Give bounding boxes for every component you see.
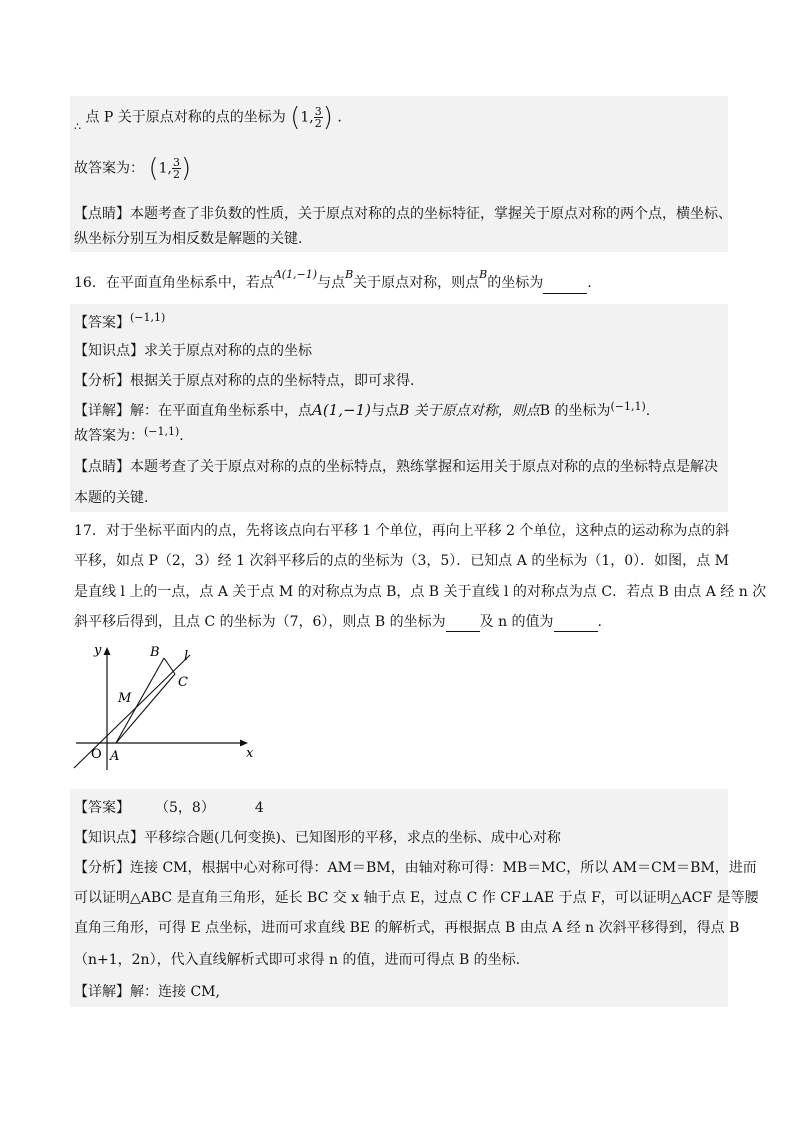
therefore-symbol: ∴: [74, 119, 81, 133]
block15-comment-line2: 纵坐标分别互为相反数是解题的关键.: [74, 231, 303, 247]
segment-bc: [164, 658, 175, 674]
q16-point-a: A(1,−1): [273, 268, 318, 281]
fraction-3-2: $\frac{3}{2}$: [314, 105, 322, 130]
q17-answer-1: （5，8）: [162, 800, 215, 816]
q17-answer-2: 4: [254, 800, 264, 816]
label-l: l: [184, 649, 189, 664]
q16-comment-line2: 本题的关键.: [74, 490, 149, 506]
q17-line1: 17．对于坐标平面内的点，先将该点向右平移 1 个单位，再向上平移 2 个单位，这种点的运动称为点的斜: [74, 523, 730, 539]
q17-analysis-4: （n+1，2n），代入直线解析式即可求得 n 的值，进而可得点 B 的坐标.: [74, 952, 521, 968]
q17-line4: 斜平移后得到，且点 C 的坐标为（7，6），则点 B 的坐标为 及 n 的值为 .: [74, 614, 602, 630]
label-m: M: [118, 691, 132, 706]
block15-line1: $_\therefore$ 点 P 关于原点对称的点的坐标为 (1, $\frac{3}{2}$ ) .: [74, 102, 342, 133]
q16-question: 16．在平面直角坐标系中，若点$^{A(1,-1)}$与点$^B$关于原点对称，则点$^B$的坐标为 .: [74, 273, 592, 294]
segment-ac: [116, 674, 175, 743]
q16-detail: 【详解】解：在平面直角坐标系中，点A(1,−1)与点B 关于原点对称，则点B 的坐标为$^{(-1,1)}$.: [74, 400, 651, 419]
label-o: O: [91, 747, 102, 762]
q17-analysis-3: 直角三角形，可得 E 点坐标，进而可求直线 BE 的解析式，再根据点 B 由点 A 经 n 次斜平移得到，得点 B: [74, 920, 740, 936]
q17-analysis-2: 可以证明△ABC 是直角三角形，延长 BC 交 x 轴于点 E，过点 C 作 CF⊥AE 于点 F，可以证明△ACF 是等腰: [74, 890, 759, 906]
q17-blank-n: [554, 617, 598, 632]
label-y: y: [94, 643, 102, 658]
block15-answer-label: 故答案为：: [74, 160, 144, 177]
block15-line2: 故答案为： (1, $\frac{3}{2}$ ): [74, 153, 192, 184]
q17-knowledge-point: 【知识点】平移综合题(几何变换)、已知图形的平移，求点的坐标、成中心对称: [74, 830, 561, 846]
block15-comment-line1: 【点睛】本题考查了非负数的性质，关于原点对称的点的坐标特征，掌握关于原点对称的两个点，横坐标、: [74, 206, 732, 222]
label-a: A: [110, 749, 120, 764]
q16-answer: 【答案】$^{(-1,1)}$: [74, 311, 166, 331]
q17-figure: [66, 640, 266, 780]
block15-frac-whole: 1,: [300, 109, 314, 126]
q16-number: 16．: [74, 275, 106, 291]
q16-comment-line1: 【点睛】本题考查了关于原点对称的点的坐标特点，熟练掌握和运用关于原点对称的点的坐标特点是解决: [74, 459, 718, 475]
q17-analysis-1: 【分析】连接 CM，根据中心对称可得：AM＝BM，由轴对称可得：MB＝MC，所以 AM＝CM＝BM，进而: [74, 860, 757, 876]
q17-line3: 是直线 l 上的一点，点 A 关于点 M 的对称点为点 B，点 B 关于直线 l 的对称点为点 C．若点 B 由点 A 经 n 次: [74, 584, 767, 600]
label-b: B: [150, 645, 160, 660]
comment-tag: 【点睛】: [74, 206, 130, 222]
q17-blank-b: [446, 617, 480, 632]
q16-answer-blank: [543, 279, 587, 294]
q16-analysis: 【分析】根据关于原点对称的点的坐标特点，即可求得.: [74, 373, 415, 389]
q16-final: 故答案为：$^{(-1,1)}$.: [74, 425, 184, 444]
fraction-3-2-answer: $\frac{3}{2}$: [172, 156, 180, 181]
q17-line2: 平移，如点 P（2，3）经 1 次斜平移后的点的坐标为（3，5）．已知点 A 的坐标为（1，0）．如图，点 M: [74, 553, 729, 569]
label-x: x: [246, 746, 254, 761]
y-axis-arrow: [104, 647, 111, 655]
q16-knowledge-point: 【知识点】求关于原点对称的点的坐标: [74, 343, 312, 359]
q17-answer: 【答案】 （5，8） 4: [74, 800, 264, 816]
q16-answer-value: (−1,1): [130, 311, 166, 324]
label-c: C: [178, 675, 188, 690]
block15-line1-text: 点 P 关于原点对称的点的坐标为: [85, 109, 286, 126]
q17-detail: 【详解】解：连接 CM,: [74, 984, 220, 1000]
